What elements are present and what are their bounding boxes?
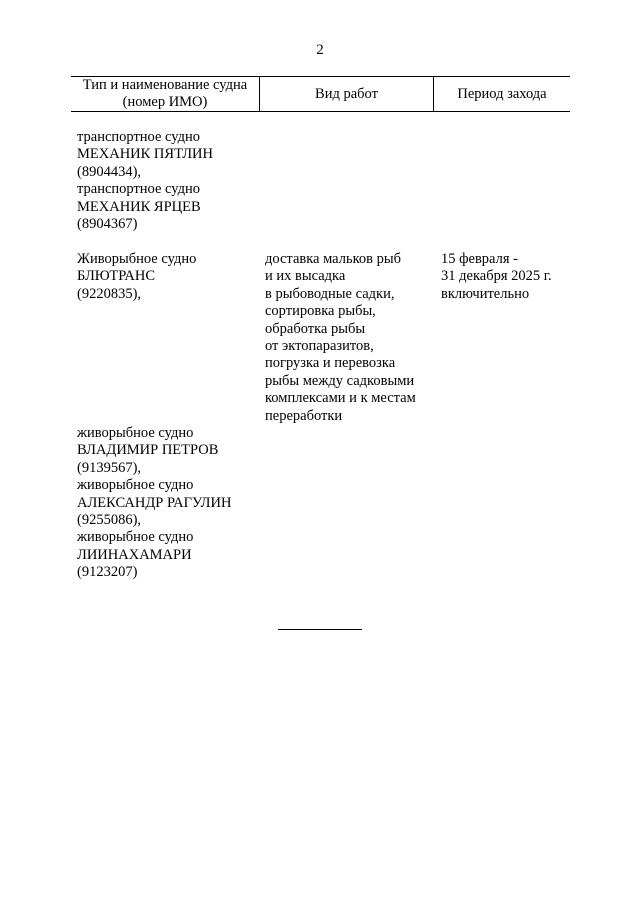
table-header — [71, 76, 570, 112]
vessel-line: АЛЕКСАНДР РАГУЛИН — [77, 494, 232, 511]
work-type-line: сортировка рыбы, — [265, 303, 376, 320]
vessel-line: Живорыбное судно — [77, 251, 197, 267]
work-type-cell — [265, 251, 416, 425]
vessel-line: ВЛАДИМИР ПЕТРОВ — [77, 442, 219, 459]
work-type-line: обработка рыбы — [265, 320, 366, 337]
work-type-line: переработки — [265, 407, 343, 424]
vessel-line: ЛИИНАХАМАРИ — [77, 546, 192, 563]
work-type-line: в рыбоводные садки, — [265, 285, 395, 302]
work-type-line: доставка мальков рыб — [265, 251, 401, 267]
period-line: 15 февраля - — [441, 251, 518, 267]
header-vessel-line-1: Тип и наименование судна — [82, 77, 248, 93]
vessel-line: транспортное судно — [77, 129, 201, 145]
work-type-line: рыбы между садковыми — [265, 372, 415, 389]
work-type-line: и их высадка — [265, 268, 346, 285]
vessel-line: БЛЮТРАНС — [77, 268, 156, 285]
vessels-group-3 — [77, 425, 231, 582]
vessel-line: (9139567), — [77, 459, 142, 476]
vessel-line: транспортное судно — [77, 181, 201, 198]
end-of-document-rule — [278, 629, 362, 630]
vessel-line: МЕХАНИК ПЯТЛИН — [77, 146, 213, 163]
vessel-line: (9123207) — [77, 564, 138, 581]
vessel-line: живорыбное судно — [77, 529, 194, 546]
vessel-line: (9255086), — [77, 512, 142, 529]
vessels-group-1 — [77, 129, 213, 233]
vessel-line: (9220835), — [77, 285, 142, 302]
work-type-line: комплексами и к местам — [265, 390, 416, 407]
vessel-line: живорыбное судно — [77, 477, 194, 494]
work-type-line: погрузка и перевозка — [265, 355, 396, 372]
header-vessel-line-2: (номер ИМО) — [122, 94, 208, 110]
page-number: 2 — [316, 42, 324, 58]
vessel-line: живорыбное судно — [77, 425, 194, 441]
header-period-column: Период захода — [457, 85, 547, 102]
vessel-line: (8904434), — [77, 163, 142, 180]
period-cell — [441, 251, 552, 303]
period-line: 31 декабря 2025 г. — [441, 268, 552, 285]
header-vessel-column — [71, 77, 259, 111]
vessels-group-2 — [77, 251, 196, 303]
work-type-line: от эктопаразитов, — [265, 338, 374, 355]
vessel-line: (8904367) — [77, 216, 138, 233]
period-line: включительно — [441, 285, 530, 302]
vessel-line: МЕХАНИК ЯРЦЕВ — [77, 198, 201, 215]
header-work-column: Вид работ — [259, 77, 434, 111]
